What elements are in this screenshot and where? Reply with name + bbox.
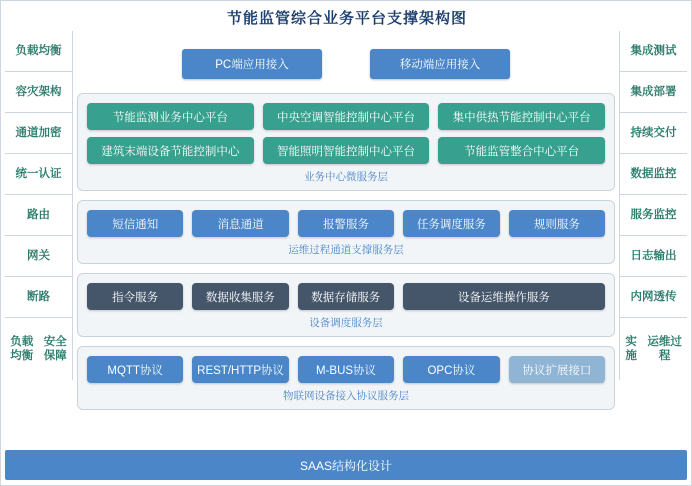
panel-rows bbox=[87, 103, 605, 164]
service-chip[interactable]: M-BUS协议 bbox=[298, 356, 394, 383]
service-chip[interactable]: 中央空调智能控制中心平台 bbox=[263, 103, 430, 130]
panel-row bbox=[87, 210, 605, 237]
right-capability-label: 数据监控 bbox=[630, 167, 677, 180]
right-capability-column bbox=[619, 31, 687, 380]
right-capability-label: 日志输出 bbox=[630, 249, 677, 262]
left-capability-label: 统一认证 bbox=[15, 167, 62, 180]
service-chip[interactable]: 节能监测业务中心平台 bbox=[87, 103, 254, 130]
left-capability-label: 路由 bbox=[27, 208, 50, 221]
left-capability-label: 网关 bbox=[27, 249, 50, 262]
panel-row bbox=[87, 103, 605, 130]
panel-caption: 设备调度服务层 bbox=[309, 317, 383, 329]
panel-row bbox=[87, 356, 605, 383]
right-capability-item[interactable] bbox=[619, 277, 687, 318]
panel-caption: 物联网设备接入协议服务层 bbox=[283, 390, 409, 402]
right-capability-label: 持续交付 bbox=[630, 126, 677, 139]
right-capability-label-secondary: 运维过程 bbox=[647, 335, 682, 362]
page-title: 节能监管综合业务平台支撑架构图 bbox=[226, 10, 467, 27]
right-capability-item[interactable] bbox=[619, 113, 687, 154]
service-chip[interactable]: 集中供热节能控制中心平台 bbox=[438, 103, 605, 130]
service-chip[interactable]: 数据存储服务 bbox=[298, 283, 394, 310]
panel-rows bbox=[87, 210, 605, 237]
service-chip[interactable]: 规则服务 bbox=[509, 210, 605, 237]
panel-caption: 运维过程通道支撑服务层 bbox=[288, 244, 404, 256]
center-stack bbox=[77, 31, 615, 443]
left-capability-item[interactable] bbox=[5, 195, 73, 236]
left-capability-item[interactable] bbox=[5, 113, 73, 154]
right-capability-item[interactable] bbox=[619, 318, 687, 380]
right-capability-label: 内网透传 bbox=[630, 290, 677, 303]
service-layer-panel bbox=[77, 346, 615, 410]
service-layer-panel bbox=[77, 93, 615, 191]
service-chip[interactable]: OPC协议 bbox=[403, 356, 499, 383]
right-capability-label: 实施 bbox=[625, 335, 637, 362]
footer-banner: SAAS结构化设计 bbox=[5, 450, 687, 480]
service-chip[interactable]: 指令服务 bbox=[87, 283, 183, 310]
left-capability-label-secondary: 安全保障 bbox=[43, 335, 67, 362]
left-capability-item[interactable] bbox=[5, 277, 73, 318]
left-capability-item[interactable] bbox=[5, 318, 73, 380]
service-chip[interactable]: 设备运维操作服务 bbox=[403, 283, 605, 310]
service-chip[interactable]: 建筑末端设备节能控制中心 bbox=[87, 137, 254, 164]
service-chip[interactable]: MQTT协议 bbox=[87, 356, 183, 383]
service-layer-panel bbox=[77, 200, 615, 264]
application-entry-button[interactable]: PC端应用接入 bbox=[182, 49, 322, 79]
service-chip[interactable]: 短信通知 bbox=[87, 210, 183, 237]
service-layer-panels bbox=[77, 93, 615, 410]
left-capability-item[interactable] bbox=[5, 236, 73, 277]
right-capability-label: 集成测试 bbox=[630, 44, 677, 57]
right-capability-item[interactable] bbox=[619, 31, 687, 72]
service-chip[interactable]: 消息通道 bbox=[192, 210, 288, 237]
right-capability-item[interactable] bbox=[619, 195, 687, 236]
right-capability-label: 服务监控 bbox=[630, 208, 677, 221]
service-chip[interactable]: 协议扩展接口 bbox=[509, 356, 605, 383]
service-chip[interactable]: 智能照明智能控制中心平台 bbox=[263, 137, 430, 164]
service-chip[interactable]: REST/HTTP协议 bbox=[192, 356, 288, 383]
service-chip[interactable]: 节能监管整合中心平台 bbox=[438, 137, 605, 164]
left-capability-item[interactable] bbox=[5, 72, 73, 113]
panel-caption: 业务中心微服务层 bbox=[304, 171, 388, 183]
left-capability-label: 断路 bbox=[27, 290, 50, 303]
left-capability-label: 通道加密 bbox=[15, 126, 62, 139]
left-capability-item[interactable] bbox=[5, 31, 73, 72]
service-chip[interactable]: 报警服务 bbox=[298, 210, 394, 237]
left-capability-label: 负载均衡 bbox=[15, 44, 62, 57]
left-capability-label: 容灾架构 bbox=[15, 85, 62, 98]
service-layer-panel bbox=[77, 273, 615, 337]
service-chip[interactable]: 任务调度服务 bbox=[403, 210, 499, 237]
right-capability-label: 集成部署 bbox=[630, 85, 677, 98]
left-capability-label: 负载均衡 bbox=[10, 335, 34, 362]
service-chip[interactable]: 数据收集服务 bbox=[192, 283, 288, 310]
panel-row bbox=[87, 137, 605, 164]
right-capability-item[interactable] bbox=[619, 154, 687, 195]
right-capability-item[interactable] bbox=[619, 236, 687, 277]
panel-rows bbox=[87, 356, 605, 383]
left-capability-item[interactable] bbox=[5, 154, 73, 195]
left-capability-column bbox=[5, 31, 73, 380]
application-entry-button[interactable]: 移动端应用接入 bbox=[370, 49, 510, 79]
right-capability-item[interactable] bbox=[619, 72, 687, 113]
panel-rows bbox=[87, 283, 605, 310]
application-entry-row bbox=[77, 31, 615, 93]
panel-row bbox=[87, 283, 605, 310]
